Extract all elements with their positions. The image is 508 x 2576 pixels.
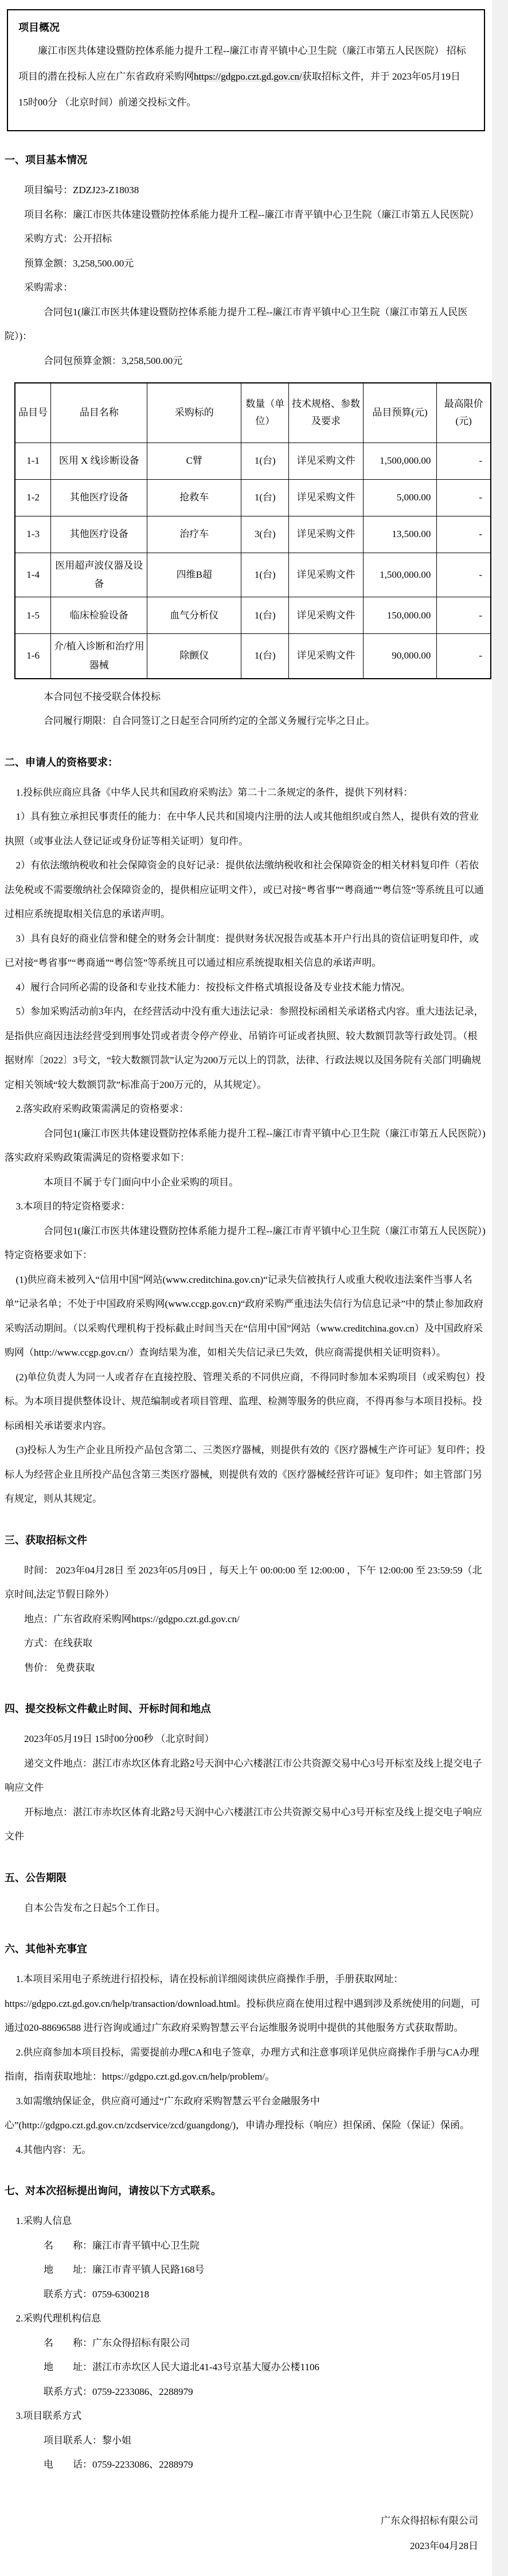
doc-paragraph: (3)投标人为生产企业且所投产品包含第二、三类医疗器械，则提供有效的《医疗器械生产许可证》复印件；投标人为经营企业且所投产品包含第三类医疗器械，则提供有效的《医疗器械经营许可证》复印件；如主管部门另有规定，则从其规定。 xyxy=(5,1444,486,1505)
project-basic-info-lines xyxy=(5,178,486,373)
info-line: 合同包预算金额：3,258,500.00元 xyxy=(44,355,183,366)
cell-item-no: 1-6 xyxy=(15,634,51,679)
table-row xyxy=(15,597,491,634)
table-row xyxy=(15,443,491,479)
cell-spec: 详见采购文件 xyxy=(289,443,364,479)
cell-item-name: 医用 X 线诊断设备 xyxy=(51,443,147,479)
supplementary-matters xyxy=(5,1967,486,2162)
section6-heading: 六、其他补充事宜 xyxy=(5,1943,87,1955)
doc-paragraph: 1）具有独立承担民事责任的能力：在中华人民共和国境内注册的法人或其他组织或自然人，提供有效的营业执照（或事业法人登记证或身份证等相关证明）复印件。 xyxy=(5,811,479,847)
cell-quantity: 3(台) xyxy=(241,516,289,553)
cell-spec: 详见采购文件 xyxy=(289,516,364,553)
cell-target: C臂 xyxy=(147,443,241,479)
document-footer xyxy=(5,2508,486,2559)
page-right-gutter xyxy=(492,0,508,2576)
doc-paragraph: 开标地点：湛江市赤坎区体育北路2号天润中心六楼湛江市公共资源交易中心3号开标室及线上提交电子响应文件 xyxy=(5,1806,482,1842)
doc-paragraph: 2）有依法缴纳税收和社会保障资金的良好记录：提供依法缴纳税收和社会保障资金的相关材料复印件（若依法免税或不需要缴纳社会保障资金的，提供相应证明文件），或已对接“粤省事”“粤商通”“粤信签”等系统且可以通过相应系统提取相关信息的承诺声明。 xyxy=(5,860,484,920)
col-header-item-no: 品目号 xyxy=(15,383,51,443)
cell-target: 四维B超 xyxy=(147,553,241,597)
doc-paragraph: 自本公告发布之日起5个工作日。 xyxy=(24,1902,166,1913)
doc-paragraph: 1.投标供应商应具备《中华人民共和国政府采购法》第二十二条规定的条件，提供下列材料： xyxy=(15,786,413,798)
qualification-requirements xyxy=(5,781,486,1512)
contact-line: 联系方式：0759-6300218 xyxy=(44,2288,150,2300)
section2-heading: 二、申请人的资格要求： xyxy=(5,756,118,768)
info-line: 项目编号：ZDZJ23-Z18038 xyxy=(24,185,139,196)
overview-title: 项目概况 xyxy=(18,22,60,33)
overview-text-after-url: 获取招标文件，并于 2023年05月19日 15时00分 （北京时间）前递交投标文件。 xyxy=(18,71,460,108)
section3-heading: 三、获取招标文件 xyxy=(5,1534,87,1546)
cell-budget: 1,500,000.00 xyxy=(363,443,437,479)
info-line: 预算金额：3,258,500.00元 xyxy=(24,257,134,269)
cell-item-no: 1-4 xyxy=(15,553,51,597)
info-line: 采购方式：公开招标 xyxy=(24,233,112,245)
table-row xyxy=(15,516,491,553)
cell-budget: 1,500,000.00 xyxy=(363,553,437,597)
doc-paragraph: (2)单位负责人为同一人或者存在直接控股、管理关系的不同供应商，不得同时参加本采购项目（或采购包）投标。为本项目提供整体设计、规范编制或者项目管理、监理、检测等服务的供应商，不得再参与本项目投标。投标函相关承诺要求内容。 xyxy=(5,1371,486,1431)
doc-paragraph: 合同包1(廉江市医共体建设暨防控体系能力提升工程--廉江市青平镇中心卫生院（廉江市第五人民医院）)落实政府采购政策需满足的资格要求如下： xyxy=(5,1128,486,1164)
cell-target: 抢救车 xyxy=(147,479,241,516)
doc-paragraph: 合同包1(廉江市医共体建设暨防控体系能力提升工程--廉江市青平镇中心卫生院（廉江市第五人民医院）)特定资格要求如下： xyxy=(5,1225,486,1261)
info-line: 项目名称：廉江市医共体建设暨防控体系能力提升工程--廉江市青平镇中心卫生院（廉江市第五人民医院） xyxy=(24,209,479,220)
col-header-price-cap: 最高限价(元) xyxy=(437,383,491,443)
col-header-spec: 技术规格、参数及要求 xyxy=(289,383,364,443)
col-header-quantity: 数量（单位） xyxy=(241,383,289,443)
cell-item-name: 其他医疗设备 xyxy=(51,516,147,553)
contact-line: 2.采购代理机构信息 xyxy=(15,2313,101,2324)
section7-heading: 七、对本次招标提出询问，请按以下方式联系。 xyxy=(5,2185,221,2197)
contact-line: 项目联系人：黎小姐 xyxy=(44,2434,131,2446)
contact-line: 地 址：廉江市青平镇人民路168号 xyxy=(44,2264,205,2276)
cell-spec: 详见采购文件 xyxy=(289,634,364,679)
cell-target: 除颤仪 xyxy=(147,634,241,679)
doc-paragraph: 递交文件地点：湛江市赤坎区体育北路2号天润中心六楼湛江市公共资源交易中心3号开标室及线上提交电子响应文件 xyxy=(5,1757,482,1794)
cell-item-name: 临床检验设备 xyxy=(51,597,147,634)
doc-paragraph: 本项目不属于专门面向中小企业采购的项目。 xyxy=(44,1176,239,1188)
cell-quantity: 1(台) xyxy=(241,553,289,597)
contact-line: 名 称：广东众得招标有限公司 xyxy=(44,2337,190,2348)
contact-line: 3.项目联系方式 xyxy=(15,2410,82,2422)
agency-signature: 广东众得招标有限公司 xyxy=(381,2515,478,2526)
doc-paragraph: 5）参加采购活动前3年内，在经营活动中没有重大违法记录：参照投标函相关承诺格式内容。重大违法记录，是指供应商因违法经营受到刑事处罚或者责令停产停业、吊销许可证或者执照、较大数额罚款等行政处罚。（根据财库〔2022〕3号文，“较大数额罚款”认定为200万元以上的罚款，法律、行政法规以及国务院有关部门明确规定相关领域“较大数额罚款”标准高于200万元的，从其规定）。 xyxy=(5,1006,484,1090)
cell-item-name: 介/植入诊断和治疗用器械 xyxy=(51,634,147,679)
doc-paragraph: 3.本项目的特定资格要求： xyxy=(15,1201,131,1212)
section4-heading: 四、提交投标文件截止时间、开标时间和地点 xyxy=(5,1703,211,1715)
contact-line: 联系方式：0759-2233086、2288979 xyxy=(44,2386,193,2397)
doc-paragraph: 3）具有良好的商业信誉和健全的财务会计制度：提供财务状况报告或基本开户行出具的资信证明复印件，或已对接“粤省事”“粤商通”“粤信签”等系统且可以通过相应系统提取相关信息的承诺声明。 xyxy=(5,933,479,969)
cell-budget: 13,500.00 xyxy=(363,516,437,553)
doc-paragraph: 2.落实政府采购政策需满足的资格要求： xyxy=(15,1103,189,1115)
table-header-row xyxy=(15,383,491,443)
cell-item-no: 1-1 xyxy=(15,443,51,479)
contact-line: 地 址：湛江市赤坎区人民大道北41-43号京基大厦办公楼1106 xyxy=(44,2362,320,2373)
publish-date: 2023年04月28日 xyxy=(410,2540,478,2552)
section1-heading: 一、项目基本情况 xyxy=(5,154,87,166)
cell-price-cap: - xyxy=(437,634,491,679)
cell-price-cap: - xyxy=(437,479,491,516)
cell-price-cap: - xyxy=(437,443,491,479)
project-overview-box xyxy=(7,9,485,131)
cell-budget: 5,000.00 xyxy=(363,479,437,516)
bid-submission-info xyxy=(5,1727,486,1849)
document-acquisition-info xyxy=(5,1559,486,1681)
doc-paragraph: 2023年05月19日 15时00分00秒 （北京时间） xyxy=(24,1733,214,1745)
contract-notes xyxy=(5,685,486,734)
doc-paragraph: 1.本项目采用电子系统进行招投标，请在投标前详细阅读供应商操作手册，手册获取网址：https://gdgpo.czt.gd.gov.cn/help/transaction/download.html。投标供应商在使用过程中遇到涉及系统使用的问题，可通过020-88696588 进行咨询或通过广东政府采购智慧云平台运维服务说明中提供的其他服务方式获取帮助。 xyxy=(5,1974,480,2034)
cell-item-no: 1-5 xyxy=(15,597,51,634)
col-header-target: 采购标的 xyxy=(147,383,241,443)
contact-line: 电 话：0759-2233086、2288979 xyxy=(44,2459,193,2471)
doc-paragraph: 售价： 免费获取 xyxy=(24,1662,95,1673)
cell-price-cap: - xyxy=(437,553,491,597)
cell-quantity: 1(台) xyxy=(241,443,289,479)
cell-quantity: 1(台) xyxy=(241,479,289,516)
note-line: 合同履行期限：自合同签订之日起至合同所约定的全部义务履行完毕之日止。 xyxy=(44,715,375,727)
doc-paragraph: 4.其他内容：无。 xyxy=(15,2144,92,2155)
table-row xyxy=(15,553,491,597)
contact-line: 名 称：廉江市青平镇中心卫生院 xyxy=(44,2240,200,2251)
cell-price-cap: - xyxy=(437,597,491,634)
cell-item-name: 医用超声波仪器及设备 xyxy=(51,553,147,597)
note-line: 本合同包不接受联合体投标 xyxy=(44,691,161,702)
doc-paragraph: 4）履行合同所必需的设备和专业技术能力：按投标文件格式填报设备及专业技术能力情况。 xyxy=(15,981,411,993)
cell-spec: 详见采购文件 xyxy=(289,597,364,634)
contact-information xyxy=(5,2209,486,2477)
table-row xyxy=(15,634,491,679)
doc-paragraph: 2.供应商参加本项目投标，需要提前办理CA和电子签章，办理方式和注意事项详见供应商操作手册与CA办理指南，指南获取地址：https://gdgpo.czt.gd.gov.cn/help/problem/。 xyxy=(5,2046,479,2082)
doc-paragraph: 地点：广东省政府采购网https://gdgpo.czt.gd.gov.cn/ xyxy=(24,1613,240,1624)
doc-paragraph: (1)供应商未被列入“信用中国”网站(www.creditchina.gov.cn)“记录失信被执行人或重大税收违法案件当事人名单”记录名单；不处于中国政府采购网(www.ccgp.gov.cn)“政府采购严重违法失信行为信息记录”中的禁止参加政府采购活动期间。（以采购代理机构于投标截止时间当天在“信用中国”网站（www.creditchina.gov.cn）及中国政府采购网（http://www.ccgp.gov.cn/）查询结果为准，如相关失信记录已失效，供应商需提供相关证明资料）。 xyxy=(5,1274,483,1359)
cell-price-cap: - xyxy=(437,516,491,553)
col-header-budget: 品目预算(元) xyxy=(363,383,437,443)
cell-budget: 90,000.00 xyxy=(363,634,437,679)
cell-item-no: 1-3 xyxy=(15,516,51,553)
cell-target: 血气分析仪 xyxy=(147,597,241,634)
cell-spec: 详见采购文件 xyxy=(289,553,364,597)
info-line: 采购需求： xyxy=(24,282,73,293)
table-row xyxy=(15,479,491,516)
cell-quantity: 1(台) xyxy=(241,634,289,679)
info-line: 合同包1(廉江市医共体建设暨防控体系能力提升工程--廉江市青平镇中心卫生院（廉江市第五人民医院）)： xyxy=(5,306,468,342)
cell-spec: 详见采购文件 xyxy=(289,479,364,516)
overview-paragraph xyxy=(18,38,472,115)
doc-paragraph: 3.如需缴纳保证金，供应商可通过“广东政府采购智慧云平台金融服务中心”(http://gdgpo.czt.gd.gov.cn/zcdservice/zcd/guangdong/)，申请办理投标（响应）担保函、保险（保证）保函。 xyxy=(5,2095,470,2131)
col-header-item-name: 品目名称 xyxy=(51,383,147,443)
overview-text-before-url: 廉江市医共体建设暨防控体系能力提升工程--廉江市青平镇中心卫生院（廉江市第五人民医院） 招标项目的潜在投标人应在广东省政府采购网 xyxy=(18,45,466,83)
contact-line: 1.采购人信息 xyxy=(15,2215,72,2227)
cell-budget: 150,000.00 xyxy=(363,597,437,634)
cell-quantity: 1(台) xyxy=(241,597,289,634)
procurement-site-url: https://gdgpo.czt.gd.gov.cn/ xyxy=(194,71,302,83)
section5-heading: 五、公告期限 xyxy=(5,1872,67,1884)
announcement-period-info xyxy=(5,1896,486,1921)
cell-item-no: 1-2 xyxy=(15,479,51,516)
doc-paragraph: 时间： 2023年04月28日 至 2023年05月09日 ，每天上午 00:00:00 至 12:00:00 ，下午 12:00:00 至 23:59:59（北京时间,法定节假日除外） xyxy=(5,1564,482,1600)
cell-target: 治疗车 xyxy=(147,516,241,553)
cell-item-name: 其他医疗设备 xyxy=(51,479,147,516)
procurement-items-table xyxy=(14,382,491,679)
doc-paragraph: 方式：在线获取 xyxy=(24,1638,92,1649)
